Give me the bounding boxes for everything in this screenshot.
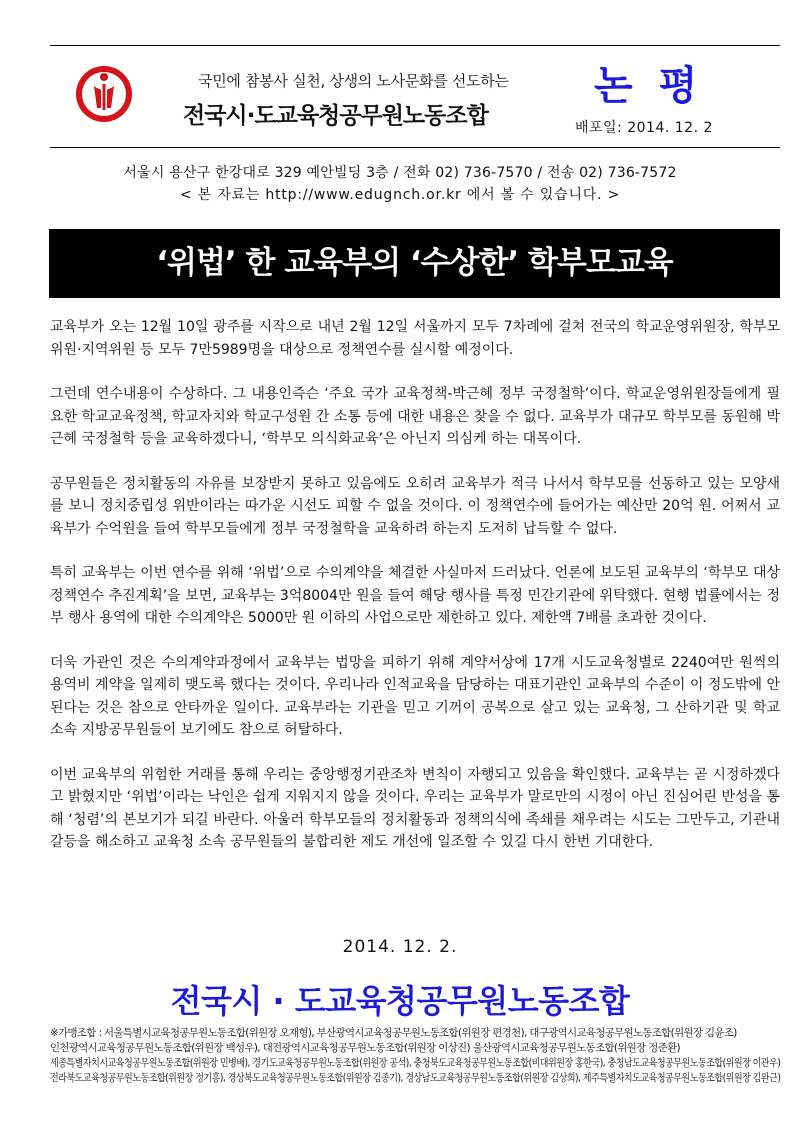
- release-date: 배포일: 2014. 12. 2: [575, 120, 713, 136]
- header-rule: [50, 147, 780, 148]
- website-line: < 본 자료는 http://www.edugnch.or.kr 에서 볼 수 있습니다. >: [179, 187, 621, 203]
- member-unions: [50, 1026, 790, 1086]
- article-body: [50, 316, 780, 876]
- member-line: 세종특별자치시교육청공무원노동조합(위원장 민병배), 경기도교육청공무원노동조합(위원장 공석), 충청북도교육청공무원노동조합(비대위원장 홍한국), 충청남도교육청공무원노동조합(위원장 이관우): [50, 1057, 781, 1069]
- paragraph: 교육부가 오는 12월 10일 광주를 시작으로 내년 2월 12일 서울까지 모두 7차례에 걸쳐 전국의 학교운영위원장, 학부모위원·지역위원 등 모두 7만5989명을 대상으로 정책연수를 실시할 예정이다.: [50, 319, 780, 358]
- member-line: ※가맹조합 : 서울특별시교육청공무원노동조합(위원장 오재형), 부산광역시교육청공무원노동조합(위원장 편경천), 대구광역시교육청공무원노동조합(위원장 김윤조): [50, 1027, 737, 1039]
- org-name: 전국시·도교육청공무원노동조합: [183, 103, 488, 129]
- member-line: 인천광역시교육청공무원노동조합(위원장 백성우), 대전광역시교육청공무원노동조합(위원장 이상진) 울산광역시교육청공무원노동조합(위원장 정준환): [50, 1042, 680, 1054]
- document-type: 논 평: [594, 63, 704, 109]
- paragraph: 그런데 연수내용이 수상하다. 그 내용인즉슨 ‘주요 국가 교육정책-박근혜 정부 국정철학’이다. 학교운영위원장들에게 필요한 학교교육정책, 학교자치와 학교구성원 간 소통 등에 대한 내용은 찾을 수 없다. 교육부가 대규모 학부모를 동원해 박근혜 국정철학 등을 교육하겠다니, ‘학부모 의식화교육’은 아닌지 의심케 하는 대목이다.: [50, 386, 780, 447]
- page-title: ‘위법’ 한 교육부의 ‘수상한’ 학부모교육: [156, 245, 673, 281]
- paragraph: 공무원들은 정치활동의 자유를 보장받지 못하고 있음에도 오히려 교육부가 적극 나서서 학부모를 선동하고 있는 모양새를 보니 정치중립성 위반이라는 따가운 시선도 피할 수 없을 것이다. 이 정책연수에 들어가는 예산만 20억 원. 어쩌서 교육부가 수억원을 들여 학부모들에게 정부 국정철학을 교육하려 하는지 도저히 납득할 수 없다.: [50, 475, 780, 537]
- slogan: 국민에 참봉사 실천, 상생의 노사문화를 선도하는: [198, 72, 509, 90]
- top-rule: [50, 45, 780, 46]
- signature-date: 2014. 12. 2.: [342, 937, 458, 957]
- member-line: 전라북도교육청공무원노동조합(위원장 정기홍), 경상북도교육청공무원노동조합(위원장 김종기), 경상남도교육청공무원노동조합(위원장 김상희), 제주특별자치도교육청공무원노동조합(위원장 김완근): [50, 1072, 781, 1084]
- paragraph: 더욱 가관인 것은 수의계약과정에서 교육부는 법망을 피하기 위해 계약서상에 17개 시도교육청별로 2240여만 원씩의 용역비 계약을 일제히 맺도록 했다는 것이다. 우리나라 인적교육을 담당하는 대표기관인 교육부의 수준이 이 정도밖에 안 된다는 것은 참으로 안타까운 일이다. 교육부라는 기관을 믿고 기꺼이 공복으로 살고 있는 교육청, 그 산하기관 및 학교 소속 지방공무원들이 보기에도 참으로 허탈하다.: [50, 654, 780, 738]
- paragraph: 특히 교육부는 이번 연수를 위해 ‘위법’으로 수의계약을 체결한 사실마저 드러났다. 언론에 보도된 교육부의 ‘학부모 대상 정책연수 추진계획’을 보면, 교육부는 3억8004만 원을 들여 해당 행사를 특정 민간기관에 위탁했다. 현행 법률에서는 정부 행사 용역에 대한 수의계약은 5000만 원 이하의 사업으로만 제한하고 있다. 제한액 7배를 초과한 것이다.: [50, 565, 780, 626]
- union-emblem-icon: [74, 64, 134, 124]
- paragraph: 이번 교육부의 위험한 거래를 통해 우리는 중앙행정기관조차 변칙이 자행되고 있음을 확인했다. 교육부는 곧 시정하겠다고 밝혔지만 ‘위법’이라는 낙인은 쉽게 지워지지 않을 것이다. 우리는 교육부가 말로만의 시정이 아닌 진심어린 반성을 통해 ‘청렴’의 본보기가 되길 바란다. 아울러 학부모들의 정치활동과 정책의식에 족쇄를 채우려는 시도는 그만두고, 기관내 갈등을 해소하고 교육청 소속 공무원들의 불합리한 제도 개선에 일조할 수 있길 다시 한번 기대한다.: [50, 766, 780, 850]
- title-bar: [49, 229, 780, 298]
- signature-org: 전국시 · 도교육청공무원노동조합: [170, 982, 630, 1020]
- address-line: 서울시 용산구 한강대로 329 예안빌딩 3층 / 전화 02) 736-7570 / 전송 02) 736-7572: [123, 165, 677, 181]
